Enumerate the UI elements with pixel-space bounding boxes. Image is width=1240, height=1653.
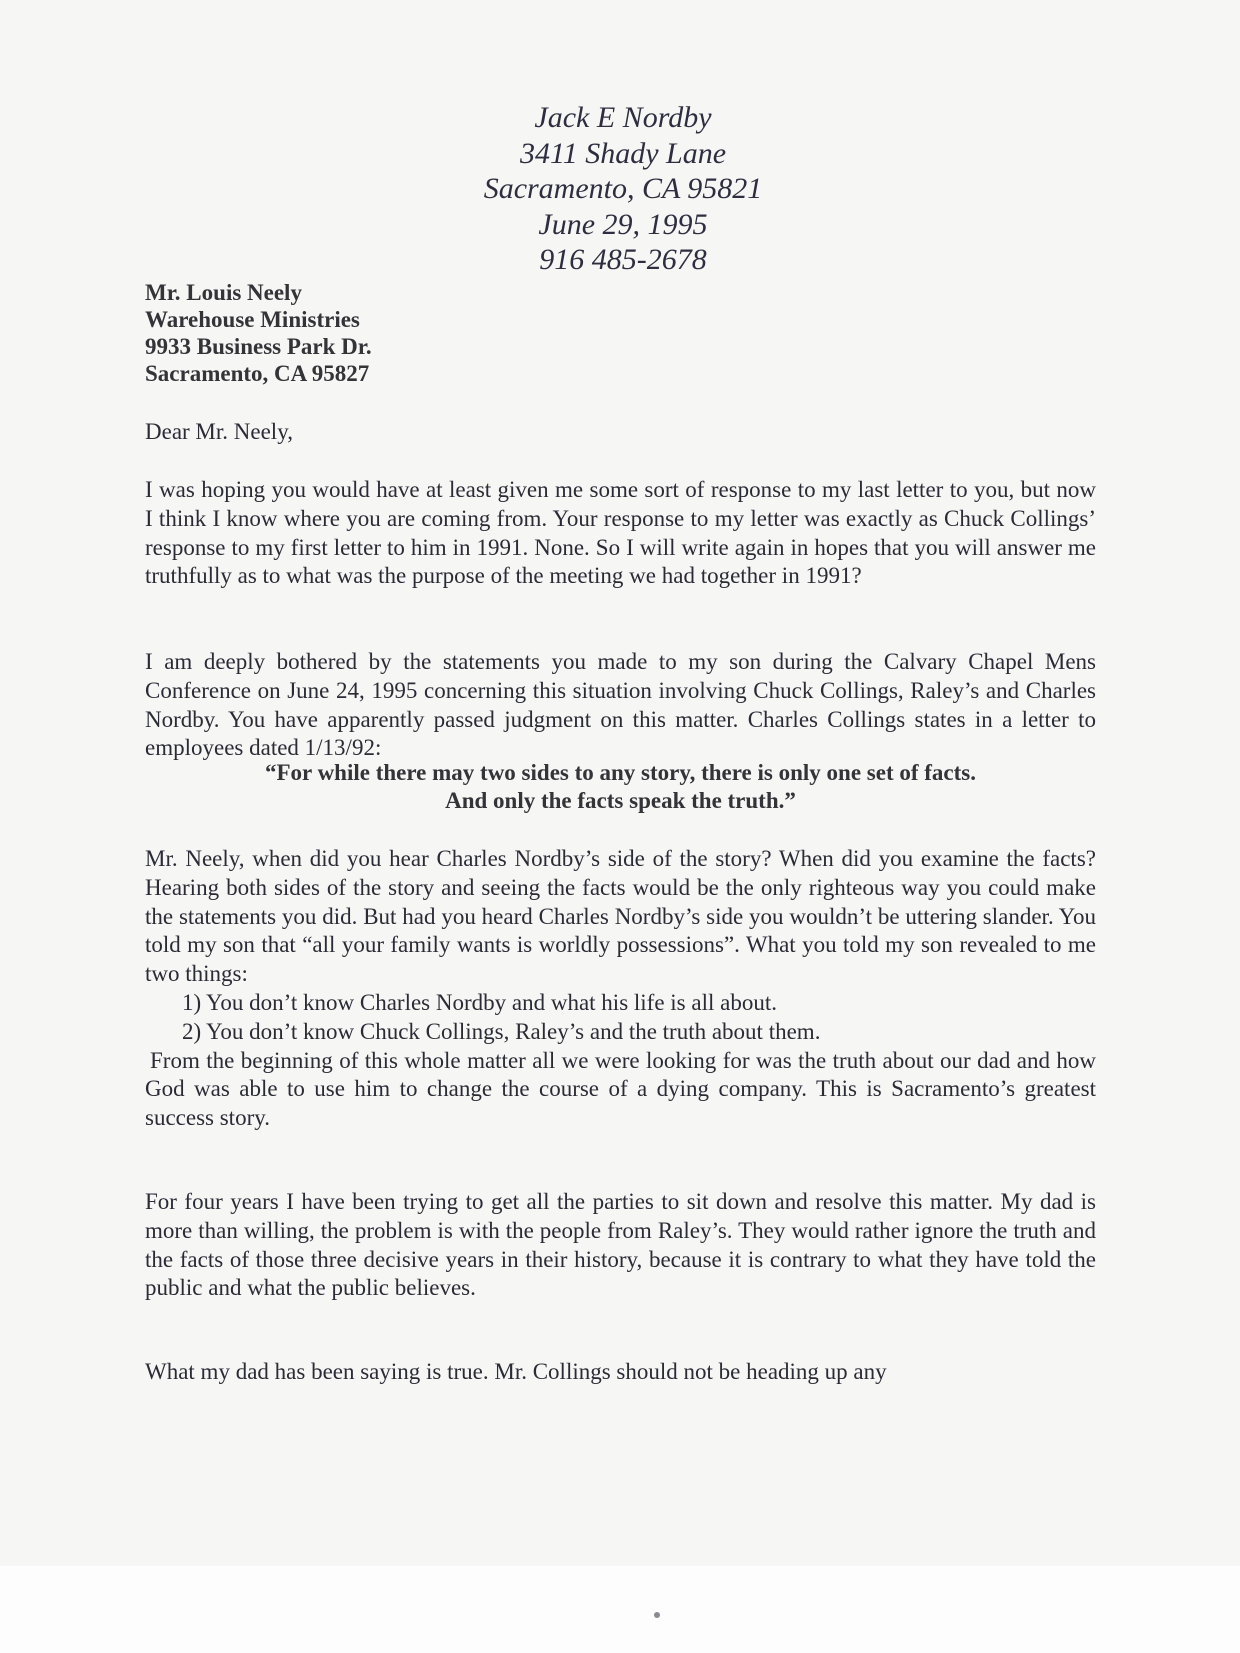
recipient-address xyxy=(145,279,372,387)
quote-line-2: And only the facts speak the truth.” xyxy=(445,788,796,813)
recipient-organization: Warehouse Ministries xyxy=(145,307,360,332)
paragraph-4: For four years I have been trying to get all the parties to sit down and resolve this matter. My dad is more than willing, the problem is with the people from Raley’s. They would rather ignore the truth and the facts of those three decisive years in their history, because it is contrary to what they have told the public and what the public believes. xyxy=(145,1189,1096,1301)
quote-line-1: “For while there may two sides to any story, there is only one set of facts. xyxy=(264,760,976,785)
recipient-city: Sacramento, CA 95827 xyxy=(145,361,370,386)
list-item-1: 1) You don’t know Charles Nordby and what his life is all about. xyxy=(182,989,777,1015)
list-item-2: 2) You don’t know Chuck Collings, Raley’s and the truth about them. xyxy=(182,1018,821,1044)
sender-letterhead xyxy=(423,100,823,278)
sender-phone: 916 485-2678 xyxy=(539,243,707,276)
sender-city: Sacramento, CA 95821 xyxy=(483,172,763,205)
scan-speck xyxy=(654,1612,660,1618)
paragraph-5: What my dad has been saying is true. Mr. Collings should not be heading up any xyxy=(145,1359,887,1384)
scan-page-edge xyxy=(0,1566,1240,1653)
quotation xyxy=(145,759,1096,815)
sender-name: Jack E Nordby xyxy=(534,101,712,134)
sender-street: 3411 Shady Lane xyxy=(519,136,727,170)
paragraph-2: I am deeply bothered by the statements you made to my son during the Calvary Chapel Mens Conference on June 24, 1995 concerning this situation involving Chuck Collings, Raley’s and Charles Nordby. You have apparently passed judgment on this matter. Charles Collings states in a letter to employees dated 1/13/92: xyxy=(145,649,1096,761)
paragraph-1: I was hoping you would have at least given me some sort of response to my last letter to you, but now I think I know where you are coming from. Your response to my letter was exactly as Chuck Collings’ response to my first letter to him in 1991. None. So I will write again in hopes that you will answer me truthfully as to what was the purpose of the meeting we had together in 1991? xyxy=(145,477,1096,589)
recipient-street: 9933 Business Park Dr. xyxy=(145,334,372,359)
paragraph-3-text: Mr. Neely, when did you hear Charles Nordby’s side of the story? When did you examine the facts? Hearing both sides of the story and seeing the facts would be the only righteous way you could make the statements you did. But had you heard Charles Nordby’s side you wouldn’t be uttering slander. You told my son that “all your family wants is worldly possessions”. What you told my son revealed to me two things: xyxy=(145,846,1096,987)
paragraph-3 xyxy=(145,845,1096,1133)
recipient-name: Mr. Louis Neely xyxy=(145,280,302,305)
letter-date: June 29, 1995 xyxy=(538,207,708,241)
paragraph-3-continuation: From the beginning of this whole matter all we were looking for was the truth about our dad and how God was able to use him to change the course of a dying company. This is Sacramento’s greatest success story. xyxy=(145,1047,1096,1131)
salutation: Dear Mr. Neely, xyxy=(145,419,293,444)
